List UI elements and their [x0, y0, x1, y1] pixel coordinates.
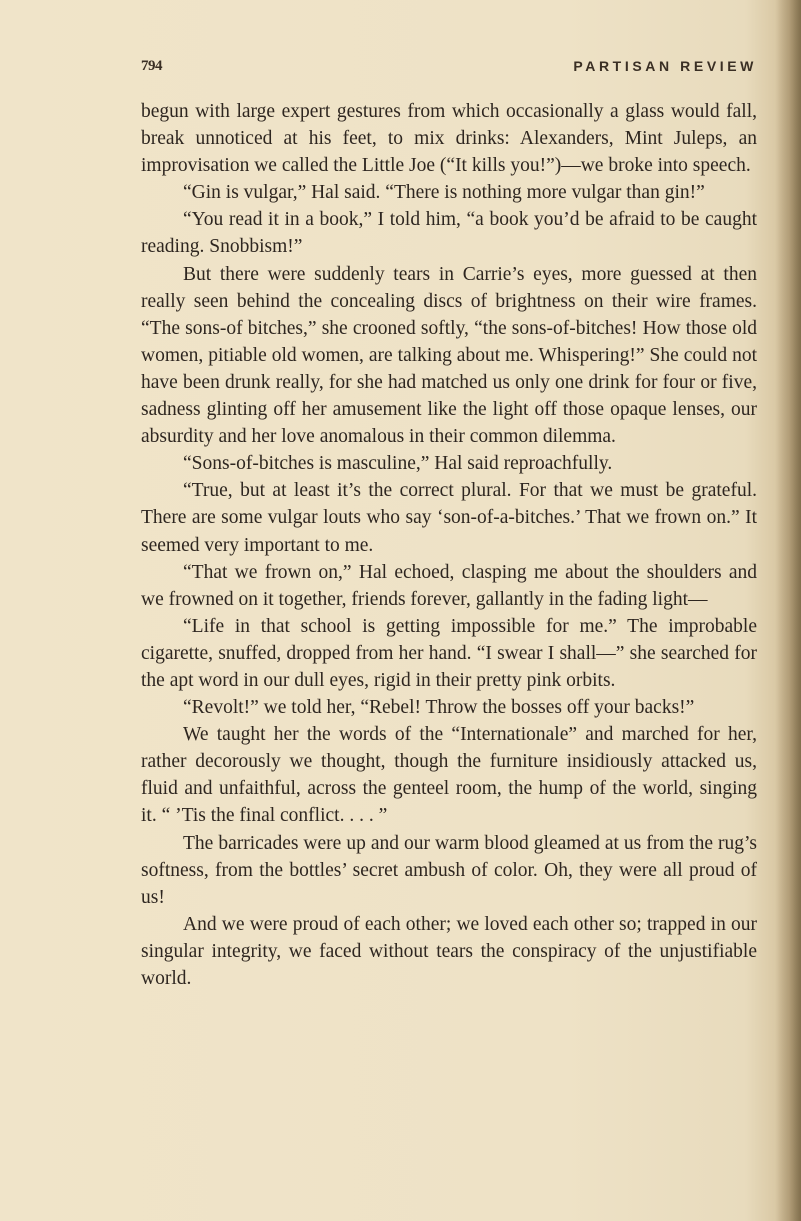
paragraph: “Revolt!” we told her, “Rebel! Throw the bosses off your backs!” [183, 697, 695, 719]
paragraph: “Sons-of-bitches is masculine,” Hal said reproachfully. [183, 453, 613, 475]
paragraph: And we were proud of each other; we loved each other so; trapped in our singular integrity, we faced without tears the conspiracy of the unjustifiable world. [141, 913, 757, 989]
paragraph: “Gin is vulgar,” Hal said. “There is nothing more vulgar than gin!” [183, 182, 705, 204]
page-header [141, 58, 757, 82]
paragraph: begun with large expert gestures from which occasionally a glass would fall, break unnoticed at his feet, to mix drinks: Alexanders, Mint Juleps, an improvisation we called the Little Joe (“It kills you!”)—we broke into speech. [141, 101, 757, 177]
paragraph: “True, but at least it’s the correct plural. For that we must be grateful. There are some vulgar louts who say ‘son-of-a-bitches.’ That we frown on.” It seemed very important to me. [141, 480, 757, 556]
page-number: 794 [141, 58, 162, 74]
paragraph: But there were suddenly tears in Carrie’s eyes, more guessed at then really seen behind the concealing discs of brightness on their wire frames. “The sons-of bitches,” she crooned softly, “the sons-of-bitches! How those old women, pitiable old women, are talking about me. Whispering!” She could not have been drunk really, for she had matched us only one drink for four or five, sadness glinting off her amusement like the light off those opaque lenses, our absurdity and her love anomalous in their common dilemma. [141, 263, 757, 448]
running-head: PARTISAN REVIEW [573, 58, 757, 74]
paragraph: “You read it in a book,” I told him, “a book you’d be afraid to be caught reading. Snobbism!” [141, 209, 757, 258]
paragraph: “Life in that school is getting impossible for me.” The improbable cigarette, snuffed, dropped from her hand. “I swear I shall—” she searched for the apt word in our dull eyes, rigid in their pretty pink orbits. [141, 615, 757, 691]
page-spine-shadow [775, 0, 801, 1221]
paragraph: “That we frown on,” Hal echoed, clasping me about the shoulders and we frowned on it together, friends forever, gallantly in the fading light— [141, 561, 757, 610]
paragraph: We taught her the words of the “Internationale” and marched for her, rather decorously we thought, though the furniture insidiously attacked us, fluid and unfaithful, across the genteel room, the hump of the world, singing it. “ ’Tis the final conflict. . . . ” [141, 724, 757, 827]
body-text [141, 98, 757, 992]
paragraph: The barricades were up and our warm blood gleamed at us from the rug’s softness, from the bottles’ secret ambush of color. Oh, they were all proud of us! [141, 832, 757, 908]
